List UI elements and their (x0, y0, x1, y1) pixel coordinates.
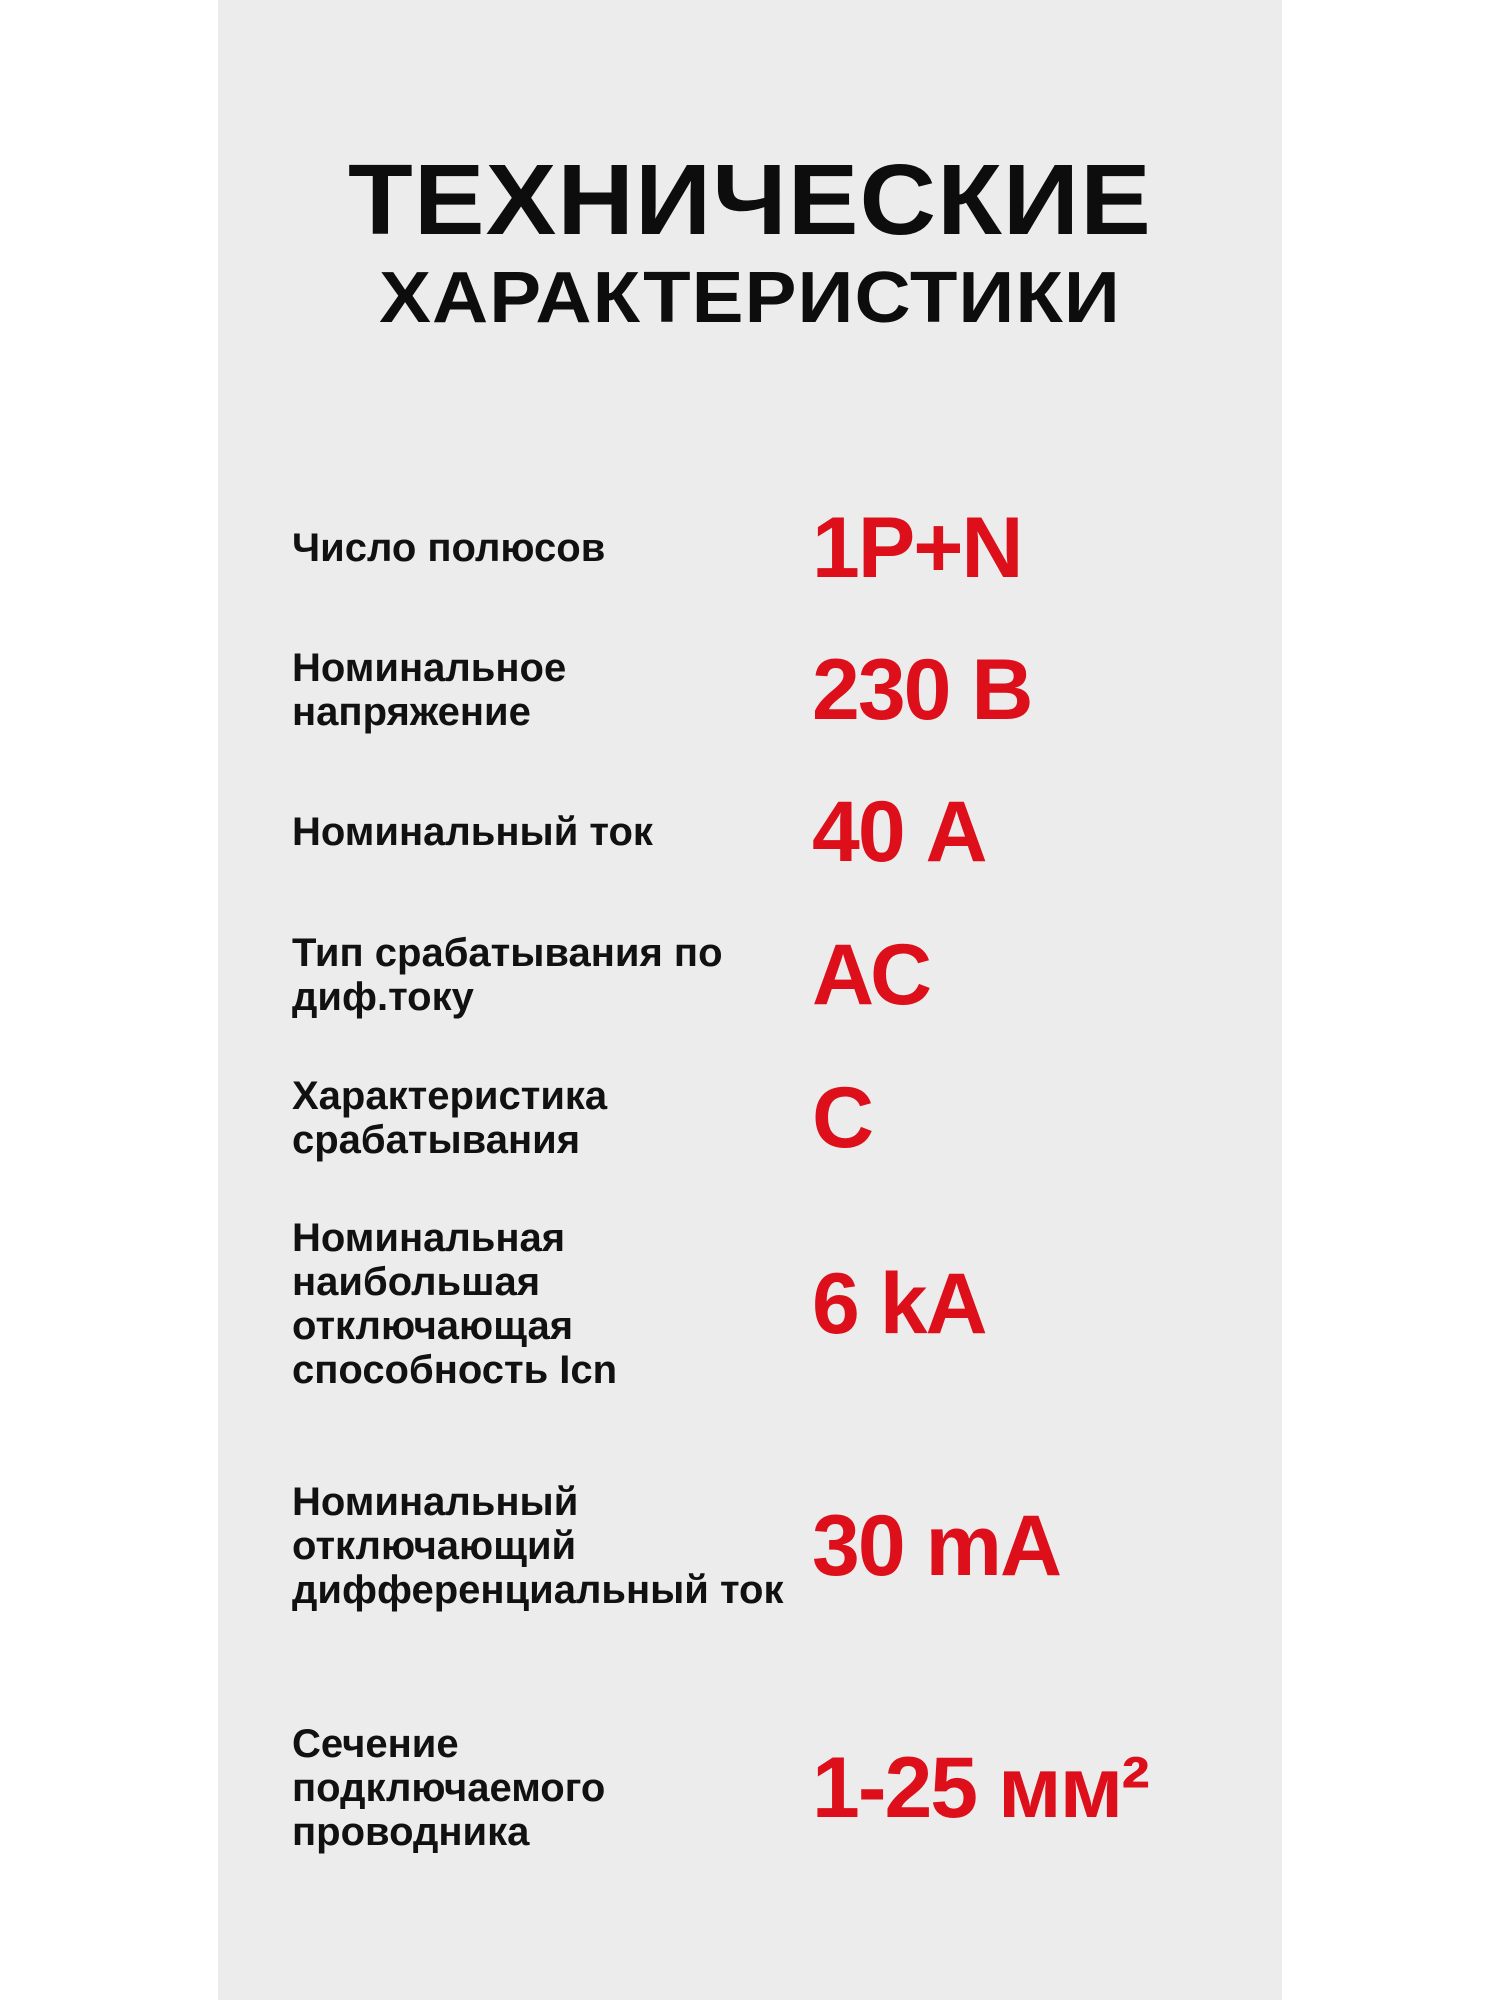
spec-value: 1P+N (812, 500, 1022, 596)
spec-value: С (812, 1070, 873, 1166)
spec-label: Номинальное напряжение (292, 646, 567, 734)
spec-label: Номинальная наибольшая отключающая способность Icn (292, 1216, 618, 1392)
page-title (218, 144, 1282, 344)
title-line-1: ТЕХНИЧЕСКИЕ (348, 144, 1152, 256)
spec-label: Номинальный ток (292, 810, 653, 854)
spec-value: 1-25 мм² (812, 1740, 1148, 1836)
spec-value: 230 В (812, 642, 1032, 738)
spec-label: Число полюсов (292, 526, 606, 570)
spec-label: Сечение подключаемого проводника (292, 1722, 606, 1854)
spec-value: 6 kA (812, 1256, 986, 1352)
spec-value: 30 mA (812, 1498, 1061, 1594)
spec-label: Тип срабатывания по диф.току (292, 931, 723, 1019)
spec-label: Характеристика срабатывания (292, 1074, 608, 1162)
title-line-2: ХАРАКТЕРИСТИКИ (379, 258, 1121, 338)
spec-label: Номинальный отключающий дифференциальный ток (292, 1480, 784, 1612)
spec-value: АС (812, 927, 931, 1023)
spec-value: 40 А (812, 784, 986, 880)
